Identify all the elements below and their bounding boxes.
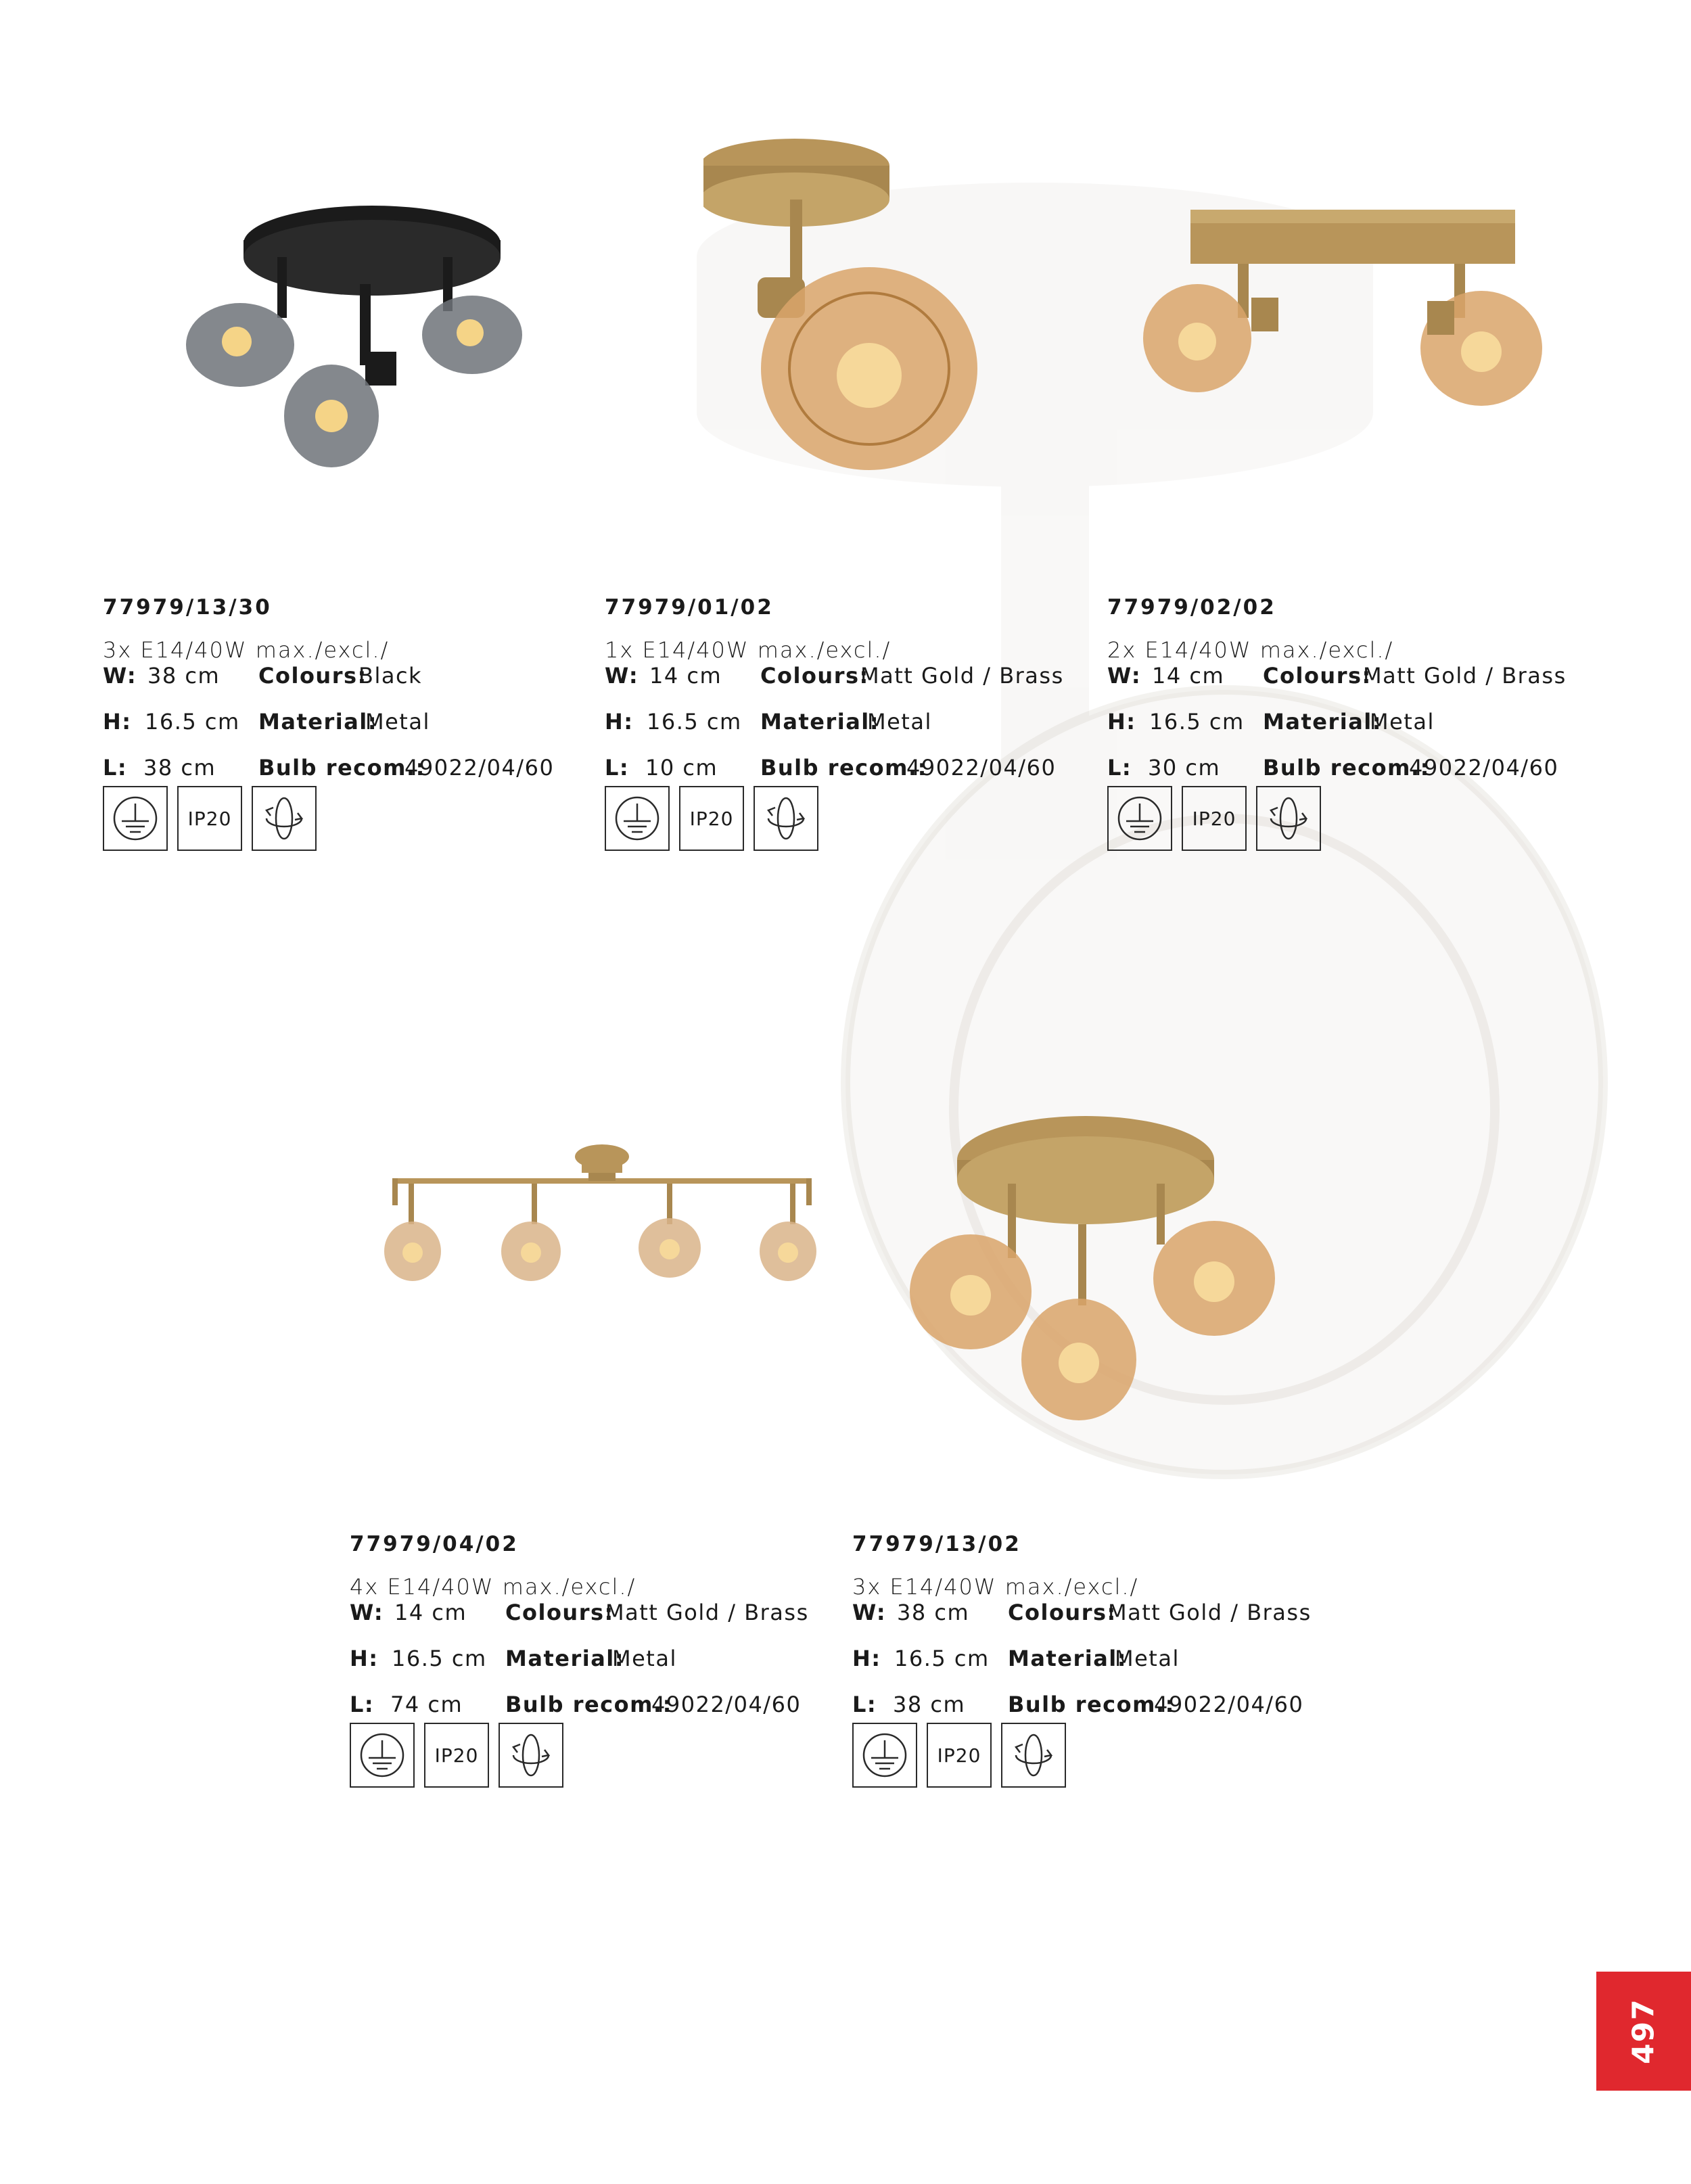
length-value: 10 cm	[645, 755, 718, 781]
length-label: L:	[1107, 755, 1132, 781]
material-label: Material:	[1008, 1646, 1128, 1671]
width-label: W:	[350, 1600, 384, 1625]
material-value: Metal	[1115, 1646, 1180, 1671]
width-value: 14 cm	[394, 1600, 467, 1625]
colours-label: Colours:	[258, 663, 367, 689]
bulb-recom-label: Bulb recom.:	[760, 755, 927, 781]
height-label: H:	[103, 709, 132, 735]
bulb-recom-value: 49022/04/60	[651, 1692, 802, 1717]
material-value: Metal	[612, 1646, 677, 1671]
bulb-recom-value: 49022/04/60	[1409, 755, 1559, 781]
width-label: W:	[852, 1600, 887, 1625]
colours-label: Colours:	[760, 663, 869, 689]
product-code: 77979/13/30	[103, 595, 272, 620]
ip20-rating-icon: IP20	[927, 1723, 992, 1788]
length-label: L:	[605, 755, 630, 781]
height-value: 16.5 cm	[145, 709, 240, 735]
height-label: H:	[1107, 709, 1136, 735]
product-image-77979-04-02	[379, 1143, 825, 1292]
product-code: 77979/01/02	[605, 595, 774, 620]
height-label: H:	[852, 1646, 881, 1671]
bulb-spec: 1x E14/40W max./excl./	[605, 637, 891, 663]
colours-value: Matt Gold / Brass	[1363, 663, 1567, 689]
length-value: 38 cm	[893, 1692, 966, 1717]
bulb-spec: 3x E14/40W max./excl./	[852, 1574, 1139, 1600]
adjustable-rotation-icon	[499, 1723, 563, 1788]
bulb-spec: 2x E14/40W max./excl./	[1107, 637, 1394, 663]
width-label: W:	[103, 663, 137, 689]
material-label: Material:	[760, 709, 880, 735]
adjustable-rotation-icon	[1001, 1723, 1066, 1788]
page-number: 497	[1626, 1998, 1661, 2064]
height-label: H:	[350, 1646, 379, 1671]
product-code: 77979/13/02	[852, 1532, 1021, 1556]
bulb-recom-value: 49022/04/60	[1154, 1692, 1304, 1717]
width-value: 38 cm	[147, 663, 221, 689]
height-value: 16.5 cm	[1149, 709, 1245, 735]
colours-value: Matt Gold / Brass	[860, 663, 1064, 689]
bulb-spec: 3x E14/40W max./excl./	[103, 637, 390, 663]
product-image-77979-01-02	[703, 129, 988, 507]
ip20-rating-icon: IP20	[1182, 786, 1247, 851]
material-value: Metal	[365, 709, 430, 735]
bulb-recom-label: Bulb recom.:	[258, 755, 425, 781]
material-label: Material:	[258, 709, 378, 735]
bulb-spec: 4x E14/40W max./excl./	[350, 1574, 636, 1600]
width-label: W:	[605, 663, 639, 689]
material-label: Material:	[505, 1646, 625, 1671]
certification-icons	[852, 1723, 1066, 1788]
earth-ground-icon	[103, 786, 168, 851]
material-label: Material:	[1263, 709, 1383, 735]
product-spec-block	[1107, 595, 1581, 854]
length-label: L:	[350, 1692, 375, 1717]
bulb-recom-label: Bulb recom.:	[505, 1692, 672, 1717]
product-image-77979-02-02	[1130, 203, 1549, 433]
earth-ground-icon	[852, 1723, 917, 1788]
colours-value: Matt Gold / Brass	[1108, 1600, 1312, 1625]
colours-label: Colours:	[1263, 663, 1372, 689]
product-code: 77979/02/02	[1107, 595, 1276, 620]
product-spec-block	[350, 1532, 823, 1790]
width-value: 14 cm	[1152, 663, 1225, 689]
width-value: 14 cm	[649, 663, 722, 689]
height-value: 16.5 cm	[894, 1646, 990, 1671]
material-value: Metal	[1370, 709, 1435, 735]
colours-label: Colours:	[1008, 1600, 1117, 1625]
product-spec-block	[605, 595, 1078, 854]
earth-ground-icon	[1107, 786, 1172, 851]
certification-icons	[605, 786, 818, 851]
length-value: 30 cm	[1148, 755, 1221, 781]
colours-value: Black	[358, 663, 423, 689]
product-spec-block	[103, 595, 576, 854]
width-value: 38 cm	[897, 1600, 970, 1625]
adjustable-rotation-icon	[1256, 786, 1321, 851]
bulb-recom-value: 49022/04/60	[404, 755, 555, 781]
material-value: Metal	[867, 709, 932, 735]
product-image-77979-13-30	[169, 183, 548, 501]
height-value: 16.5 cm	[647, 709, 742, 735]
adjustable-rotation-icon	[252, 786, 317, 851]
bulb-recom-label: Bulb recom.:	[1008, 1692, 1175, 1717]
bulb-recom-value: 49022/04/60	[906, 755, 1057, 781]
ip20-rating-icon: IP20	[177, 786, 242, 851]
product-image-77979-13-02	[900, 1109, 1305, 1434]
certification-icons	[1107, 786, 1321, 851]
length-value: 38 cm	[143, 755, 216, 781]
ip20-rating-icon: IP20	[424, 1723, 489, 1788]
certification-icons	[350, 1723, 563, 1788]
ip20-rating-icon: IP20	[679, 786, 744, 851]
product-code: 77979/04/02	[350, 1532, 519, 1556]
earth-ground-icon	[350, 1723, 415, 1788]
length-label: L:	[852, 1692, 877, 1717]
length-label: L:	[103, 755, 128, 781]
length-value: 74 cm	[390, 1692, 463, 1717]
bulb-recom-label: Bulb recom.:	[1263, 755, 1430, 781]
product-spec-block	[852, 1532, 1326, 1790]
colours-label: Colours:	[505, 1600, 614, 1625]
certification-icons	[103, 786, 317, 851]
colours-value: Matt Gold / Brass	[605, 1600, 809, 1625]
adjustable-rotation-icon	[754, 786, 818, 851]
width-label: W:	[1107, 663, 1142, 689]
page-number-tab	[1596, 1972, 1691, 2091]
height-value: 16.5 cm	[392, 1646, 487, 1671]
earth-ground-icon	[605, 786, 670, 851]
height-label: H:	[605, 709, 634, 735]
